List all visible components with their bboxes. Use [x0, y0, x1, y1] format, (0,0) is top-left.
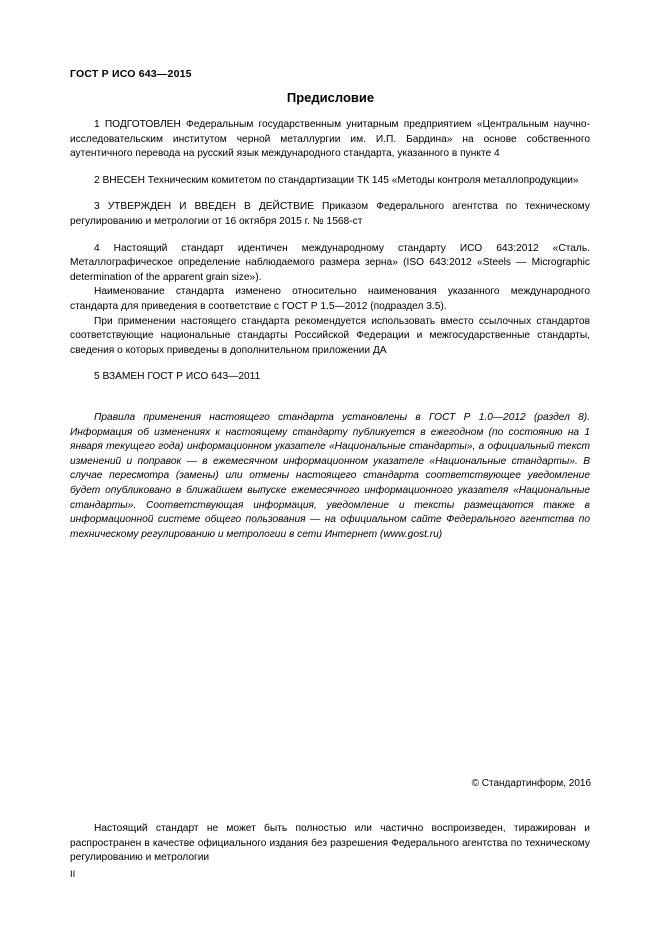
reproduction-notice [70, 822, 590, 866]
paragraph-2: 2 ВНЕСЕН Техническим комитетом по стандартизации ТК 145 «Методы контроля металлопродукции» [94, 174, 579, 186]
paragraph-4-note-1: Наименование стандарта изменено относительно наименования указанного международного стандарта для приведения в соответствие с ГОСТ Р 1.5—2012 (подраздел 3.5). [70, 286, 590, 312]
page-number: II [70, 869, 76, 880]
paragraph-3: 3 УТВЕРЖДЕН И ВВЕДЕН В ДЕЙСТВИЕ Приказом Федерального агентства по техническому регулированию и метрологии от 16 октября 2015 г. № 1568-ст [70, 201, 590, 227]
application-rules-block [70, 411, 590, 542]
application-rules-text: Правила применения настоящего стандарта установлены в ГОСТ Р 1.0—2012 (раздел 8). Информация об изменениях к настоящему стандарту публикуется в ежегодном (по состоянию на 1 января текущего года) информационном указателе «Национальные стандарты», а официальный текст изменений и поправок — в ежемесячном информационном указателе «Национальные стандарты». В случае пересмотра (замены) или отмены настоящего стандарта соответствующее уведомление будет опубликовано в ближайшем выпуске ежемесячного информационного указателя «Национальные стандарты». Соответствующая информация, уведомление и тексты размещаются также в информационной системе общего пользования — на официальном сайте Федерального агентства по техническому регулированию и метрологии в сети Интернет (www.gost.ru) [70, 412, 590, 540]
reproduction-notice-text: Настоящий стандарт не может быть полностью или частично воспроизведен, тиражирован и распространен в качестве официального издания без разрешения Федерального агентства по техническому регулированию и метрологии [70, 823, 590, 864]
copyright-notice: © Стандартинформ, 2016 [471, 778, 591, 789]
page-title: Предисловие [286, 90, 375, 105]
standard-code-header: ГОСТ Р ИСО 643—2015 [70, 68, 192, 80]
preface-body [70, 118, 590, 397]
paragraph-4: 4 Настоящий стандарт идентичен международному стандарту ИСО 643:2012 «Сталь. Металлографическое определение наблюдаемого размера зерна» (ISO 643:2012 «Steels — Micrographic determination of the apparent grain size»). [70, 242, 590, 283]
paragraph-4-note-2: При применении настоящего стандарта рекомендуется использовать вместо ссылочных стандартов соответствующие национальные стандарты Российской Федерации и межгосударственные стандарты, сведения о которых приведены в дополнительном приложении ДА [70, 315, 590, 356]
paragraph-5: 5 ВЗАМЕН ГОСТ Р ИСО 643—2011 [94, 371, 261, 383]
paragraph-1: 1 ПОДГОТОВЛЕН Федеральным государственным унитарным предприятием «Центральным научно-исследовательским институтом черной металлургии им. И.П. Бардина» на основе собственного аутентичного перевода на русский язык международного стандарта, указанного в пункте 4 [70, 119, 590, 160]
